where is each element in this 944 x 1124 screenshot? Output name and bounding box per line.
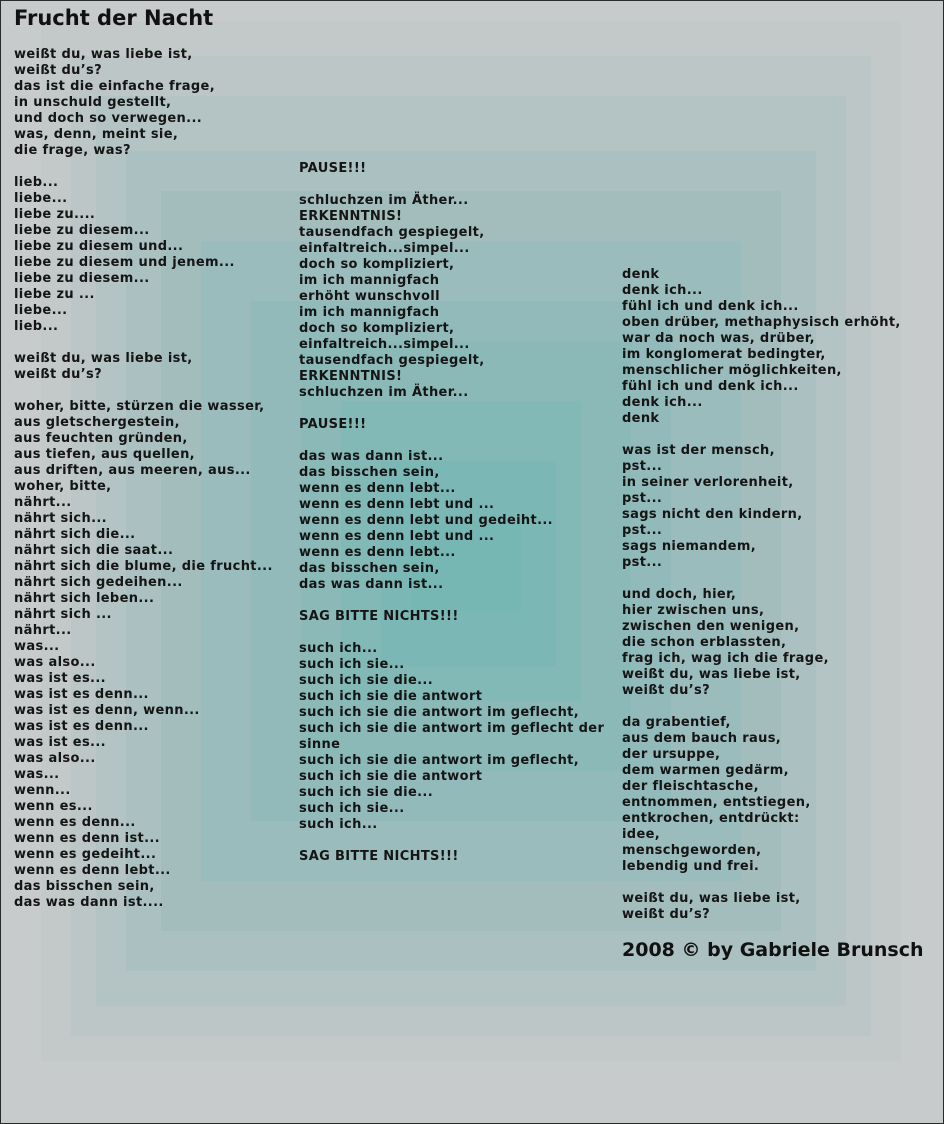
poem-line: liebe zu diesem... (14, 271, 150, 286)
poem-line: sags nicht den kindern, (622, 507, 803, 522)
poem-line: oben drüber, methaphysisch erhöht, (622, 315, 901, 330)
poem-line: einfaltreich...simpel... (299, 337, 470, 352)
poem-line: pst... (622, 491, 663, 506)
poem-line: such ich sie die antwort (299, 769, 483, 784)
poem-line: im konglomerat bedingter, (622, 347, 826, 362)
poem-line: SAG BITTE NICHTS!!! (299, 849, 459, 864)
poem-line: in unschuld gestellt, (14, 95, 172, 110)
poem-line: was ist es... (14, 735, 106, 750)
poem-line: und doch so verwegen... (14, 111, 203, 126)
poem-line: was also... (14, 655, 96, 670)
poem-line: SAG BITTE NICHTS!!! (299, 609, 459, 624)
poem-line: such ich sie die antwort im geflecht, (299, 753, 580, 768)
poem-column-2 (299, 161, 604, 865)
poem-line: das was dann ist... (299, 449, 444, 464)
poem-line: wenn es denn lebt... (299, 545, 456, 560)
poem-line: PAUSE!!! (299, 417, 367, 432)
poem-line: lieb... (14, 319, 59, 334)
poem-line: liebe... (14, 303, 68, 318)
poem-line: weißt du, was liebe ist, (14, 351, 193, 366)
poem-line: wenn es denn ist... (14, 831, 160, 846)
poem-line: pst... (622, 523, 663, 538)
poem-line: fühl ich und denk ich... (622, 299, 799, 314)
poem-line: der ursuppe, (622, 747, 721, 762)
poem-line: im ich mannigfach (299, 305, 440, 320)
poem-line: was ist es... (14, 671, 106, 686)
poem-line: in seiner verlorenheit, (622, 475, 794, 490)
poem-line (622, 427, 901, 443)
poem-line: tausendfach gespiegelt, (299, 353, 485, 368)
poem-line: such ich sie die antwort (299, 689, 483, 704)
poem-line: nährt sich die blume, die frucht... (14, 559, 273, 574)
poem-line: das bisschen sein, (14, 879, 155, 894)
poem-line: nährt sich gedeihen... (14, 575, 183, 590)
poem-line: lieb... (14, 175, 59, 190)
poem-line: such ich sie... (299, 657, 405, 672)
poem-line: entnommen, entstiegen, (622, 795, 811, 810)
poem-line: PAUSE!!! (299, 161, 367, 176)
poem-line: was... (14, 639, 60, 654)
poem-line: nährt sich ... (14, 607, 112, 622)
poem-line: nährt sich die saat... (14, 543, 174, 558)
poem-line: das bisschen sein, (299, 465, 440, 480)
poem-line: liebe zu ... (14, 287, 95, 302)
poem-line: aus dem bauch raus, (622, 731, 782, 746)
poem-line: such ich sie die... (299, 673, 434, 688)
poem-line: liebe... (14, 191, 68, 206)
poem-line: ERKENNTNIS! (299, 209, 403, 224)
poem-column-3 (622, 267, 901, 923)
poem-line: das was dann ist... (299, 577, 444, 592)
poem-line: sags niemandem, (622, 539, 757, 554)
poem-line: erhöht wunschvoll (299, 289, 440, 304)
poem-line: weißt du’s? (622, 683, 711, 698)
poem-line: im ich mannigfach (299, 273, 440, 288)
poem-line (299, 401, 604, 417)
poem-line: schluchzen im Äther... (299, 385, 469, 400)
poem-line: liebe zu diesem und jenem... (14, 255, 235, 270)
poem-line: nährt sich... (14, 511, 107, 526)
poem-line: weißt du, was liebe ist, (14, 47, 193, 62)
poem-line (622, 571, 901, 587)
poem-line (14, 383, 273, 399)
poem-line: war da noch was, drüber, (622, 331, 815, 346)
poem-line: pst... (622, 459, 663, 474)
poem-line: die frage, was? (14, 143, 131, 158)
poem-line: wenn es denn lebt und gedeiht... (299, 513, 553, 528)
poem-line: menschgeworden, (622, 843, 762, 858)
poem-line: liebe zu diesem und... (14, 239, 184, 254)
copyright-notice: 2008 © by Gabriele Brunsch (622, 939, 924, 961)
poem-line: aus feuchten gründen, (14, 431, 188, 446)
poem-line: wenn es... (14, 799, 93, 814)
poem-line: wenn es denn lebt... (14, 863, 171, 878)
poem-line: denk ich... (622, 283, 703, 298)
poem-line: einfaltreich...simpel... (299, 241, 470, 256)
poem-line (622, 875, 901, 891)
poem-line: tausendfach gespiegelt, (299, 225, 485, 240)
poem-line (299, 833, 604, 849)
poem-line: das bisschen sein, (299, 561, 440, 576)
poem-line: was, denn, meint sie, (14, 127, 179, 142)
poem-line: woher, bitte, (14, 479, 112, 494)
poem-line: wenn es denn lebt und ... (299, 529, 495, 544)
poem-line: doch so kompliziert, (299, 321, 455, 336)
poem-line: da grabentief, (622, 715, 731, 730)
poem-line: such ich sie die antwort im geflecht der (299, 721, 605, 736)
poem-line: weißt du, was liebe ist, (622, 891, 801, 906)
poem-line: woher, bitte, stürzen die wasser, (14, 399, 265, 414)
poem-line: denk ich... (622, 395, 703, 410)
poem-line: entkrochen, entdrückt: (622, 811, 800, 826)
poem-line: aus gletschergestein, (14, 415, 180, 430)
poem-line: die schon erblassten, (622, 635, 787, 650)
poem-line (622, 699, 901, 715)
poem-line: menschlicher möglichkeiten, (622, 363, 842, 378)
poem-line: das was dann ist.... (14, 895, 164, 910)
poem-line (14, 159, 273, 175)
poem-line (299, 625, 604, 641)
poem-line: ERKENNTNIS! (299, 369, 403, 384)
poem-line: was... (14, 767, 60, 782)
poem-line: wenn es denn... (14, 815, 136, 830)
poem-line: nährt... (14, 623, 72, 638)
poem-line (14, 335, 273, 351)
poem-line: wenn es denn lebt und ... (299, 497, 495, 512)
poem-line: was ist der mensch, (622, 443, 775, 458)
poem-line (299, 593, 604, 609)
poem-line (299, 177, 604, 193)
poem-line: nährt sich leben... (14, 591, 155, 606)
poem-line: wenn es gedeiht... (14, 847, 157, 862)
poem-line: was also... (14, 751, 96, 766)
poem-line: denk (622, 411, 660, 426)
poem-line: wenn es denn lebt... (299, 481, 456, 496)
poem-line: was ist es denn, wenn... (14, 703, 200, 718)
poem-line: such ich... (299, 641, 378, 656)
poem-line: weißt du’s? (14, 367, 103, 382)
poem-line: denk (622, 267, 660, 282)
poem-line: aus tiefen, aus quellen, (14, 447, 195, 462)
poem-line: zwischen den wenigen, (622, 619, 800, 634)
poem-line: pst... (622, 555, 663, 570)
poem-line: such ich sie die... (299, 785, 434, 800)
poem-line: such ich sie die antwort im geflecht, (299, 705, 580, 720)
poem-line: such ich... (299, 817, 378, 832)
poem-line: und doch, hier, (622, 587, 737, 602)
poem-line: wenn... (14, 783, 71, 798)
poem-line: fühl ich und denk ich... (622, 379, 799, 394)
poem-line: liebe zu diesem... (14, 223, 150, 238)
poem-line: weißt du’s? (14, 63, 103, 78)
poem-line: weißt du, was liebe ist, (622, 667, 801, 682)
poem-line: liebe zu.... (14, 207, 96, 222)
poem-line: nährt sich die... (14, 527, 136, 542)
poem-line: was ist es denn... (14, 719, 149, 734)
poem-line: such ich sie... (299, 801, 405, 816)
poem-title: Frucht der Nacht (14, 6, 214, 30)
poem-line: nährt... (14, 495, 72, 510)
poem-line: der fleischtasche, (622, 779, 759, 794)
poem-line: das ist die einfache frage, (14, 79, 215, 94)
poem-line: frag ich, wag ich die frage, (622, 651, 829, 666)
poem-line: doch so kompliziert, (299, 257, 455, 272)
poem-line: dem warmen gedärm, (622, 763, 789, 778)
poem-line: schluchzen im Äther... (299, 193, 469, 208)
poem-line: sinne (299, 737, 341, 752)
poem-line: aus driften, aus meeren, aus... (14, 463, 251, 478)
poem-line: weißt du’s? (622, 907, 711, 922)
poem-line (299, 433, 604, 449)
poem-line: was ist es denn... (14, 687, 149, 702)
poem-line: hier zwischen uns, (622, 603, 765, 618)
poem-line: lebendig und frei. (622, 859, 760, 874)
poem-line: idee, (622, 827, 661, 842)
poem-column-1 (14, 47, 273, 911)
